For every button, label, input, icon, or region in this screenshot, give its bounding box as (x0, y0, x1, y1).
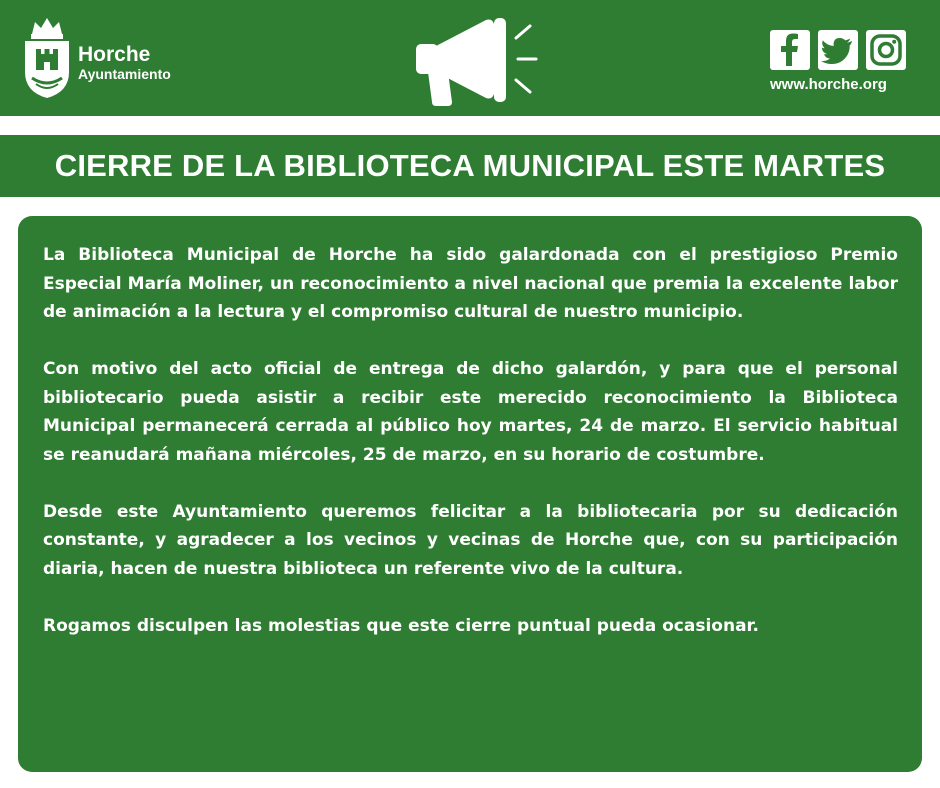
title-bar (0, 135, 940, 197)
logo-subtitle: Ayuntamiento (78, 66, 171, 82)
logo-name: Horche (78, 43, 151, 66)
megaphone-icon (412, 14, 542, 110)
crest-icon (22, 14, 72, 104)
paragraph-closure (43, 355, 898, 469)
announcement-body (43, 241, 898, 640)
twitter-icon[interactable] (818, 30, 858, 70)
logo-wordmark (78, 44, 171, 82)
page-title: CIERRE DE LA BIBLIOTECA MUNICIPAL ESTE MARTES (54, 148, 886, 183)
instagram-icon[interactable] (866, 30, 906, 70)
announcement-card (18, 216, 922, 772)
facebook-icon[interactable] (770, 30, 810, 70)
paragraph-award: La Biblioteca Municipal de Horche ha sido galardonada con el prestigioso Premio Especial María Moliner, un reconocimiento a nivel nacional que premia la excelente labor de animación a la lectura y el compromiso cultural de nuestro municipio. (43, 245, 898, 322)
closure-notice: Con motivo del acto oficial de entrega de dicho galardón, y para que el personal bibliotecario pueda asistir a recibir este merecido reconocimiento la Biblioteca Municipal permanecerá cerrada al público hoy martes, 24 de marzo. (43, 359, 898, 436)
header-banner (0, 0, 940, 116)
service-resume-notice: El servicio habitual se reanudará mañana miércoles, 25 de marzo, en su horario de costumbre. (43, 416, 899, 465)
website-link[interactable]: www.horche.org (770, 76, 887, 93)
paragraph-apology: Rogamos disculpen las molestias que este cierre puntual pueda ocasionar. (43, 615, 759, 636)
paragraph-thanks: Desde este Ayuntamiento queremos felicitar a la bibliotecaria por su dedicación constante, y agradecer a los vecinos y vecinas de Horche que, con su participación diaria, hacen de nuestra biblioteca un referente vivo de la cultura. (43, 501, 898, 579)
